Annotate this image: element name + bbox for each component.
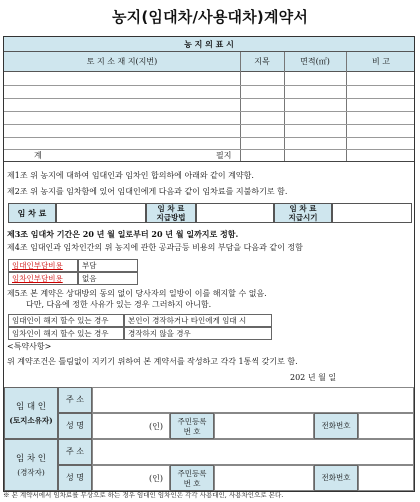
lessee-role-cell xyxy=(4,439,58,491)
table-row xyxy=(4,85,414,86)
clause-2: 제2조 위 농지를 임차함에 있어 임대인에게 다음과 같이 임차료를 지불하기로 함. xyxy=(7,187,288,196)
lessor-name-label: 성 명 xyxy=(58,413,92,439)
lessee-role: 임 차 인 xyxy=(15,454,47,464)
lessee-id-label xyxy=(170,465,214,491)
page-title: 농지(임대차/사용대차)계약서 xyxy=(111,8,309,26)
lessee-terminate-label: 임차인이 해지 할수 있는 경우 xyxy=(8,327,124,340)
rent-time-label xyxy=(274,203,332,223)
total-unit: 필지 xyxy=(216,151,232,160)
date-line: 202 년 월 일 xyxy=(290,373,337,382)
footnote: ※ 본 계약서에서 임차료를 무상으로 하는 경우 임대인 임차인은 각각 사용대인, 사용차인으로 본다. xyxy=(3,491,284,499)
lessee-burden-value: 없음 xyxy=(78,272,138,285)
land-table-header xyxy=(4,52,414,72)
lessor-id-text: 주민등록 번 호 xyxy=(177,417,207,436)
special-terms-label: <특약사항> xyxy=(7,342,52,351)
lessee-phone-label: 전화번호 xyxy=(314,465,358,491)
table-row xyxy=(4,98,414,99)
table-row xyxy=(4,124,414,125)
lessor-phone-label: 전화번호 xyxy=(314,413,358,439)
lessor-name-field[interactable] xyxy=(92,413,170,439)
lessee-role-sub: (경작자) xyxy=(17,468,45,477)
lessor-address-field[interactable] xyxy=(92,387,414,413)
lessor-terminate-label: 임대인이 해지 할수 있는 경우 xyxy=(8,314,124,327)
clause-3 xyxy=(7,229,238,239)
col-category-header: 지목 xyxy=(254,57,270,66)
lessee-seal: (인) xyxy=(149,474,163,483)
lessor-role-cell xyxy=(4,387,58,439)
clause-5-line1: 제5조 본 계약은 상대방의 동의 없이 당사자의 일방이 이를 해지할 수 없음. xyxy=(7,289,267,298)
lessor-phone-field[interactable] xyxy=(358,413,414,439)
clause-5-line2: 다만, 다음에 정한 사유가 있는 경우 그러하지 아니함. xyxy=(26,300,212,309)
lessee-id-field[interactable] xyxy=(214,465,314,491)
table-row xyxy=(4,111,414,112)
lessee-address-label: 주 소 xyxy=(58,439,92,465)
lessor-role: 임 대 인 xyxy=(15,402,47,412)
closing-statement: 위 계약조건은 틀림없이 지키기 위하여 본 계약서를 작성하고 각각 1통씩 갖기로 함. xyxy=(7,357,298,366)
rent-amount-field[interactable] xyxy=(56,203,146,223)
lessor-burden-value: 부담 xyxy=(78,259,138,272)
lessee-terminate-value: 경작하지 않을 경우 xyxy=(124,327,272,340)
table-row xyxy=(4,137,414,138)
rent-time-text: 임 차 료 지급시기 xyxy=(288,204,318,222)
col-divider xyxy=(240,52,241,161)
section-header: 농 지 의 표 시 xyxy=(4,37,414,52)
col-area-header: 면적(㎡) xyxy=(300,57,330,66)
lessee-name-label: 성 명 xyxy=(58,465,92,491)
lessee-burden-label: 임차인부담비용 xyxy=(8,272,78,285)
lessor-seal: (인) xyxy=(149,422,163,431)
rent-time-field[interactable] xyxy=(332,203,412,223)
lessor-role-sub: (토지소유자) xyxy=(9,416,53,425)
table-row xyxy=(4,149,414,150)
lessor-id-field[interactable] xyxy=(214,413,314,439)
lessor-address-label: 주 소 xyxy=(58,387,92,413)
lessee-address-field[interactable] xyxy=(92,439,414,465)
contract-frame xyxy=(3,36,415,492)
clause-1: 제1조 위 농지에 대하여 임대인과 임차인 합의하에 아래와 같이 계약함. xyxy=(7,171,254,180)
col-note-header: 비 고 xyxy=(372,57,390,66)
clause-4: 제4조 임대인과 임차인간의 위 농지에 관한 공과금등 비용의 부담을 다음과 같이 정함 xyxy=(7,243,303,252)
col-divider xyxy=(346,52,347,161)
total-label: 계 xyxy=(34,151,42,160)
col-divider xyxy=(284,52,285,161)
lessee-name-field[interactable] xyxy=(92,465,170,491)
rent-method-label xyxy=(146,203,196,223)
clause-3-period: 20 년 월 일로부터 20 년 월 일까지로 정함. xyxy=(82,229,239,239)
lessor-burden-label: 임대인부담비용 xyxy=(8,259,78,272)
lessor-terminate-value: 본인이 경작하거나 타인에게 임대 시 xyxy=(124,314,272,327)
col-address-header: 토 지 소 재 지(지번) xyxy=(86,57,158,66)
lessee-id-text: 주민등록 번 호 xyxy=(177,469,207,488)
divider xyxy=(4,161,414,162)
lessor-id-label xyxy=(170,413,214,439)
rent-method-field[interactable] xyxy=(196,203,274,223)
clause-3-prefix: 제3조 임대차 기간은 xyxy=(7,229,83,239)
rent-method-text: 임 차 료 지급방법 xyxy=(156,204,186,222)
rent-label: 임 차 료 xyxy=(8,203,56,223)
lessee-phone-field[interactable] xyxy=(358,465,414,491)
